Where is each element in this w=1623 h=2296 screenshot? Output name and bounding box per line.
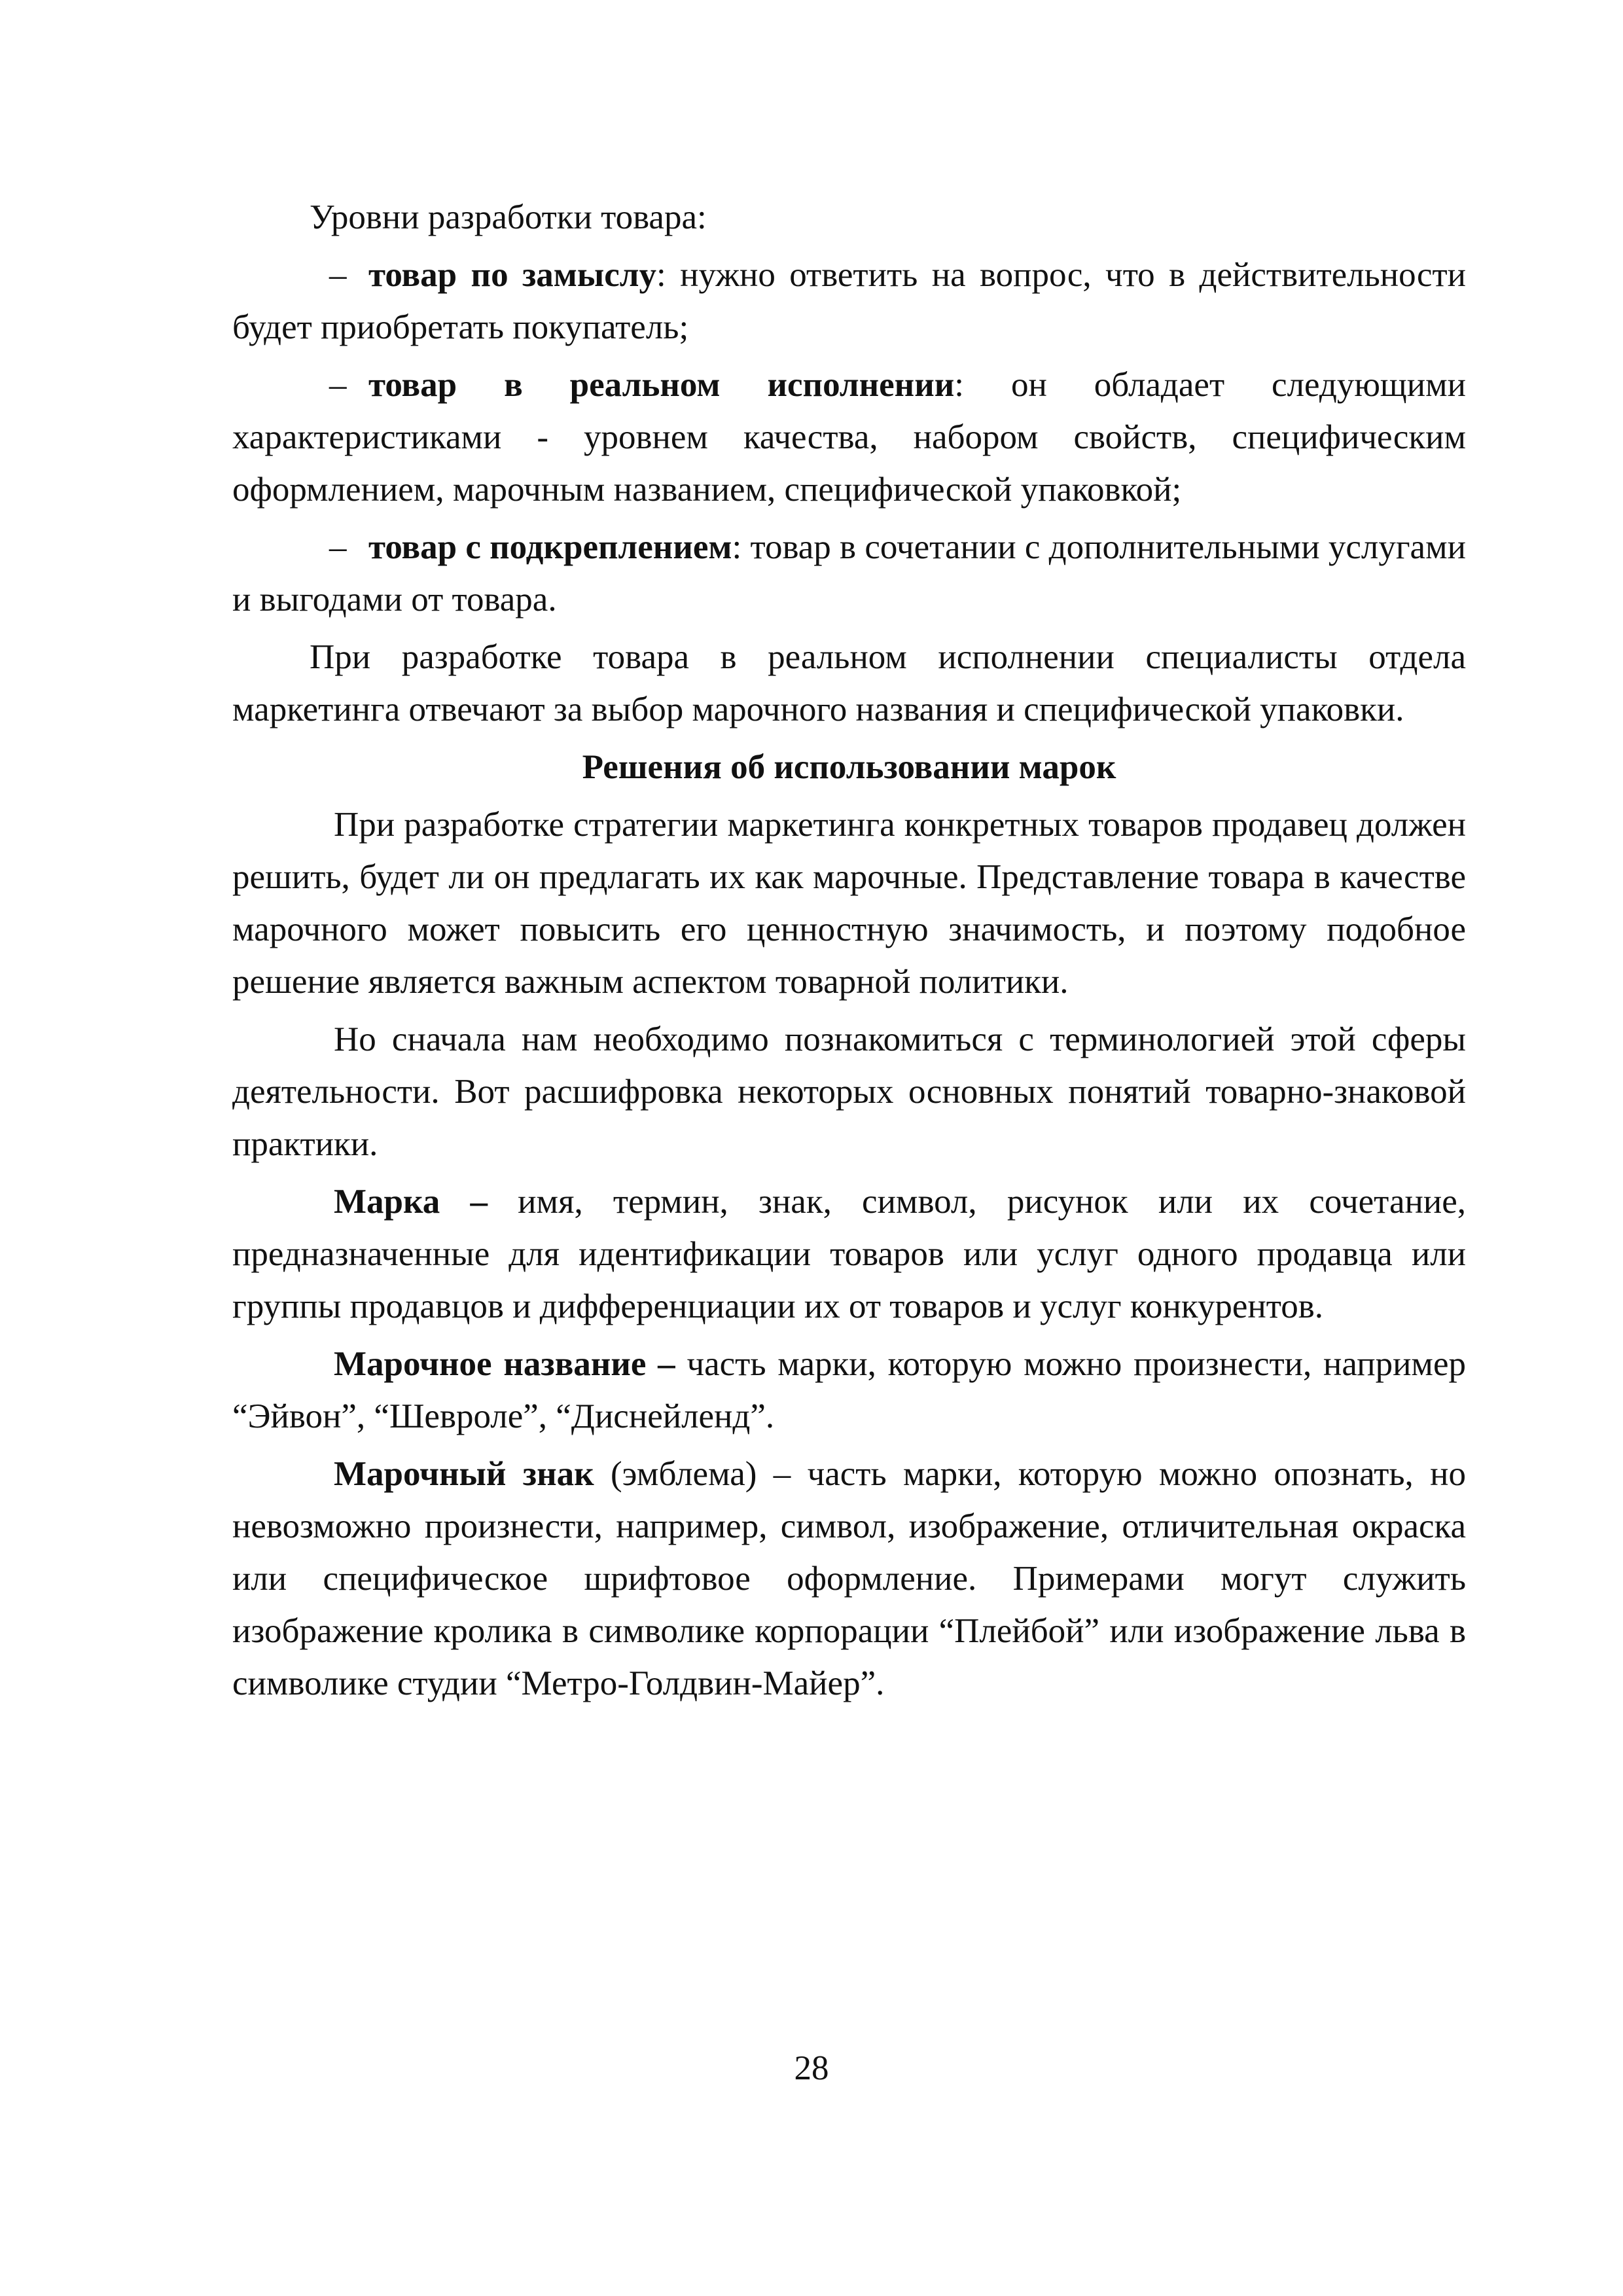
section-title [232, 741, 1466, 793]
level-term: товар по замыслу [368, 256, 657, 294]
level-term: товар с подкреплением [368, 528, 732, 566]
section-paragraph-1 [232, 798, 1466, 1008]
level-text: : он обладает следующими характеристиками - уровнем качества, набором свойств, специфическим оформлением, марочным названием, специфической упаковкой; [232, 366, 1466, 509]
level-text: : товар в сочетании с дополнительными услугами и выгодами от товара. [232, 528, 1466, 619]
levels-closing-text: При разработке товара в реальном исполнении специалисты отдела маркетинга отвечают за выбор марочного названия и специфической упаковки. [232, 638, 1466, 728]
page-number: 28 [794, 2049, 829, 2087]
levels-closing-paragraph [232, 631, 1466, 736]
definition-text: имя, термин, знак, символ, рисунок или их сочетание, предназначенные для идентификации товаров или услуг одного продавца или группы продавцов и дифференциации их от товаров и услуг конкурентов. [232, 1183, 1466, 1325]
definition-brand-name [232, 1338, 1466, 1443]
document-page [232, 191, 1466, 1715]
definition-text: (эмблема) – часть марки, которую можно опознать, но невозможно произнести, например, символ, изображение, отличительная окраска или специфическое шрифтовое оформление. Примерами могут служить изображение кролика в символике корпорации “Плейбой” или изображение льва в символике студии “Метро-Голдвин-Майер”. [232, 1455, 1466, 1702]
list-dash: – [329, 366, 347, 404]
definition-term: Марочное название – [334, 1345, 675, 1383]
list-dash: – [329, 528, 347, 566]
definition-brand-mark [232, 1448, 1466, 1710]
section-paragraph-2-text: Но сначала нам необходимо познакомиться с терминологией этой сферы деятельности. Вот расшифровка некоторых основных понятий товарно-знаковой практики. [232, 1020, 1466, 1163]
levels-intro [232, 191, 1466, 243]
level-item-2 [232, 359, 1466, 516]
section-paragraph-2 [232, 1013, 1466, 1170]
level-term: товар в реальном исполнении [368, 366, 955, 404]
levels-intro-text: Уровни разработки товара: [310, 198, 707, 236]
definition-term: Марочный знак [334, 1455, 594, 1493]
level-text: : нужно ответить на вопрос, что в действительности будет приобретать покупатель; [232, 256, 1466, 346]
section-paragraph-1-text: При разработке стратегии маркетинга конкретных товаров продавец должен решить, будет ли он предлагать их как марочные. Представление товара в качестве марочного может повысить его ценностную значимость, и поэтому подобное решение является важным аспектом товарной политики. [232, 806, 1466, 1001]
definition-brand [232, 1175, 1466, 1333]
level-item-1 [232, 249, 1466, 353]
section-title-text: Решения об использовании марок [582, 748, 1116, 786]
level-item-3 [232, 521, 1466, 626]
definition-term: Марка – [334, 1183, 488, 1221]
list-dash: – [329, 256, 347, 294]
definition-text: часть марки, которую можно произнести, например “Эйвон”, “Шевроле”, “Диснейленд”. [232, 1345, 1466, 1435]
